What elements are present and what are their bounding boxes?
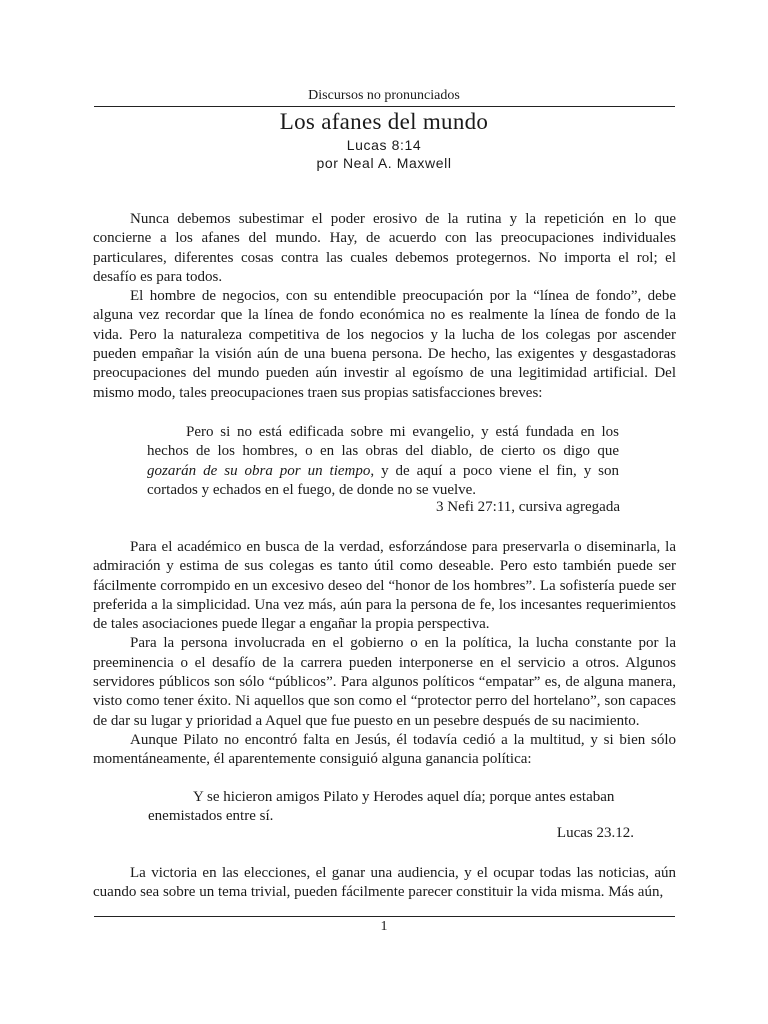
scripture-reference: Lucas 8:14	[346, 137, 422, 153]
quote-text: Y se hicieron amigos Pilato y Herodes aquel día; porque antes estaban enemistados entre sí.	[148, 789, 615, 825]
running-header: Discursos no pronunciados	[308, 88, 460, 103]
page-number: 1	[380, 919, 388, 934]
author-byline: por Neal A. Maxwell	[316, 155, 452, 171]
quote-citation-2: Lucas 23.12.	[556, 825, 634, 841]
paragraph: Para la persona involucrada en el gobierno o en la política, la lucha constante por la preeminencia o el desafío de la carrera pueden interponerse en el servicio a otros. Algunos servidores públicos son sólo “públicos”. Para algunos políticos “empatar” es, de alguna manera, visto como tener éxito. Ni aquellos que son como el “protector perro del hortelano”, son capaces de dar su lugar y prioridad a Aquel que fue puesto en un pesebre después de su nacimiento.	[93, 635, 676, 729]
page-title: Los afanes del mundo	[279, 109, 489, 134]
quote-text: Pero si no está edificada sobre mi evangelio, y está fundada en los hechos de los hombres, o en las obras del diablo, de cierto os digo que	[147, 424, 619, 460]
paragraph: La victoria en las elecciones, el ganar una audiencia, y el ocupar todas las noticias, aún cuando sea sobre un tema trivial, pueden fácilmente parecer constituir la vida misma. Más aún,	[93, 865, 676, 901]
footer-rule	[94, 916, 675, 917]
body-section-1	[93, 210, 676, 403]
block-quote-1	[147, 423, 619, 500]
quote-citation-1: 3 Nefi 27:11, cursiva agregada	[436, 499, 620, 515]
body-section-3	[93, 864, 676, 903]
block-quote-2	[148, 788, 638, 827]
quote-text: , y de aquí a poco viene el fin, y son cortados y echados en el fuego, de donde no se vuelve.	[147, 462, 620, 498]
header-rule	[94, 106, 675, 107]
paragraph: Nunca debemos subestimar el poder erosivo de la rutina y la repetición en lo que concierne a los afanes del mundo. Hay, de acuerdo con las preocupaciones individuales particulares, diferentes cosas contra las cuales debemos protegernos. No importa el rol; el desafío es para todos.	[93, 211, 676, 285]
quote-italic-text: gozarán de su obra por un tiempo	[147, 462, 371, 479]
body-section-2	[93, 538, 676, 770]
paragraph: Para el académico en busca de la verdad, esforzándose para preservarla o diseminarla, la admiración y estima de sus colegas es tanto útil como deseable. Pero esto también puede ser fácilmente corrompido en un excesivo deseo del “honor de los hombres”. La sofistería puede ser preferida a la simplicidad. Una vez más, aún para la persona de fe, los incesantes requerimientos de tales asociaciones puede llegar a engañar la propia perspectiva.	[93, 539, 676, 633]
paragraph: El hombre de negocios, con su entendible preocupación por la “línea de fondo”, debe alguna vez recordar que la línea de fondo económica no es realmente la línea de fondo de la vida. Pero la naturaleza competitiva de los negocios y la lucha de los colegas por ascender pueden empañar la visión aún de una buena persona. De hecho, las exigentes y desgastadoras preocupaciones del mundo pueden aún investir al egoísmo de una legitimidad artificial. Del mismo modo, tales preocupaciones traen sus propias satisfacciones breves:	[93, 288, 676, 401]
paragraph: Aunque Pilato no encontró falta en Jesús, él todavía cedió a la multitud, y si bien sólo momentáneamente, él aparentemente consiguió alguna ganancia política:	[93, 731, 676, 768]
